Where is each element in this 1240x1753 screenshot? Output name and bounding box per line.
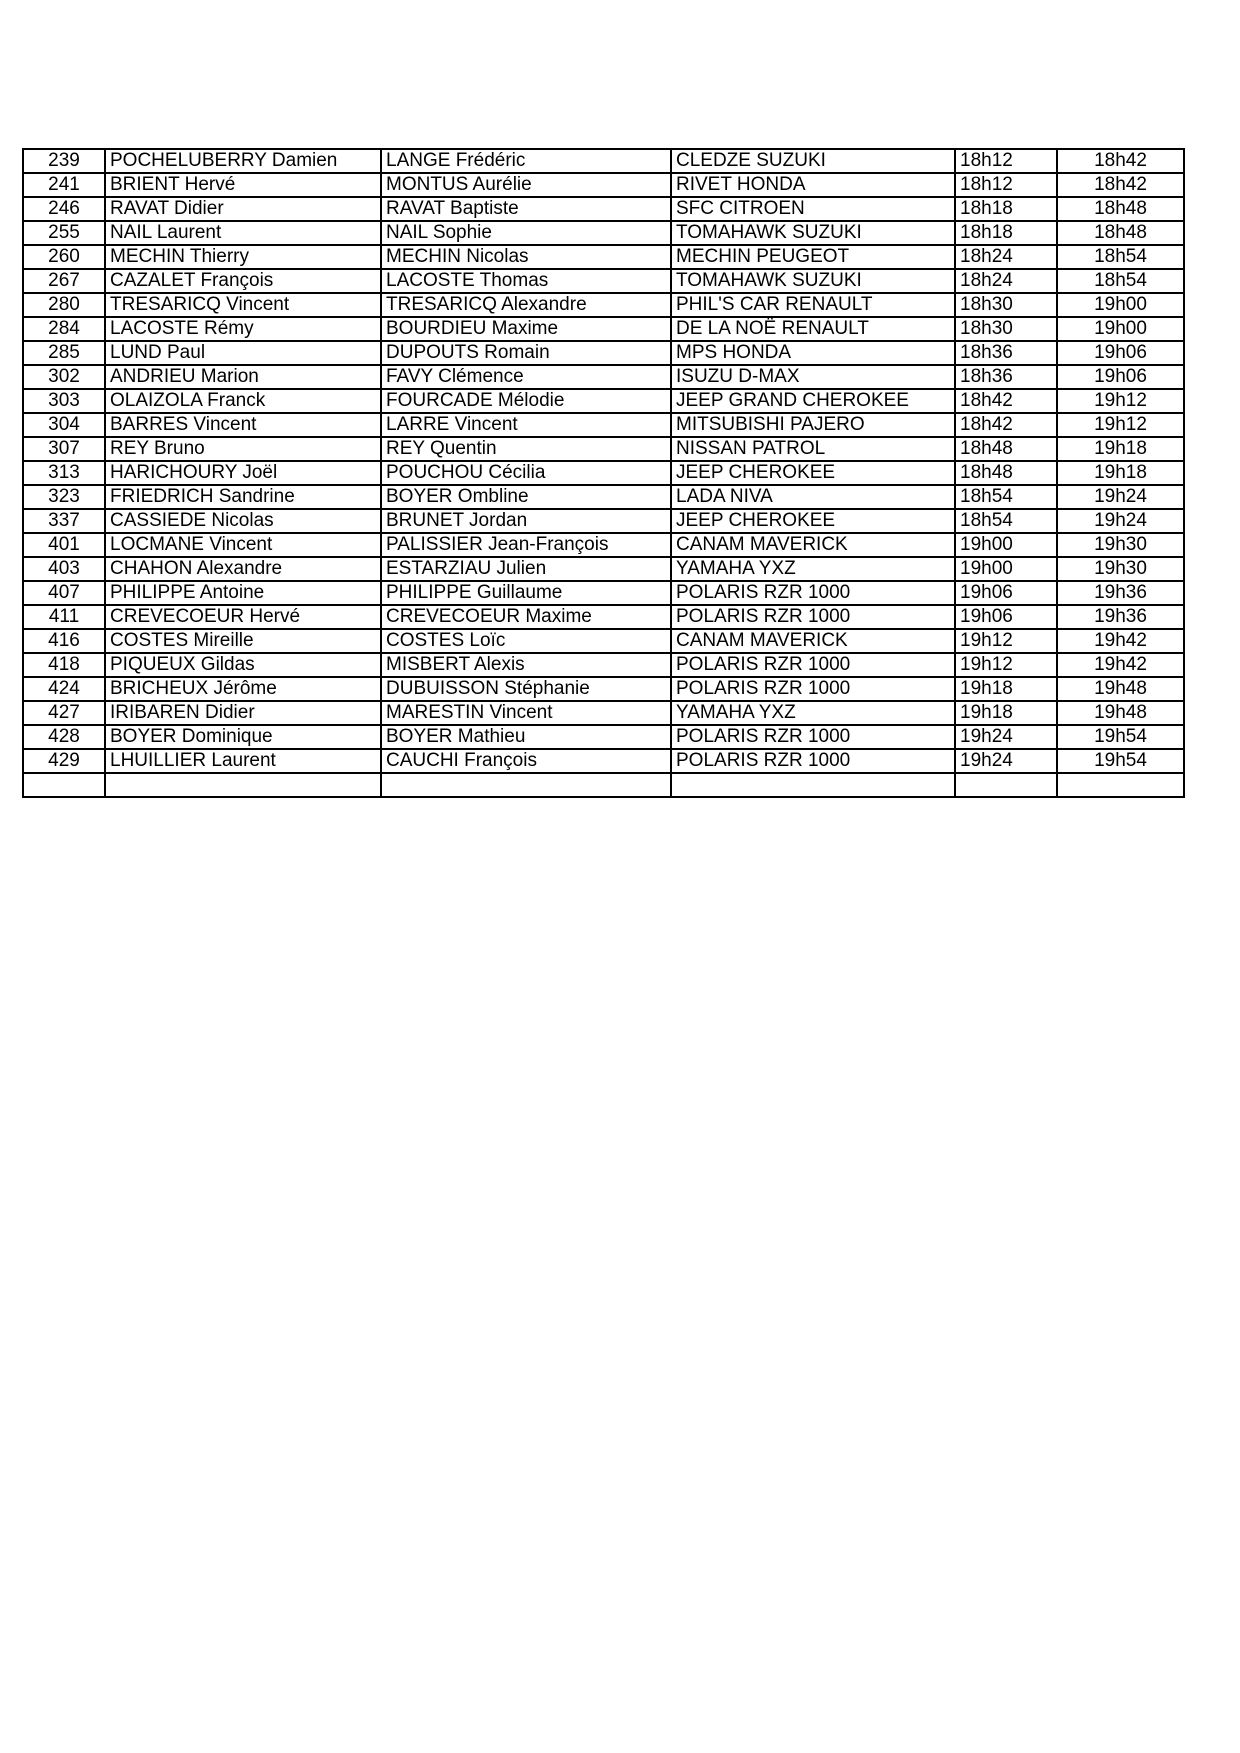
cell-time-start: 18h48 [955,461,1057,485]
cell-time-end: 19h42 [1057,653,1184,677]
cell-pilot: BARRES Vincent [105,413,381,437]
cell-vehicle: JEEP CHEROKEE [671,509,955,533]
cell-time-start: 19h24 [955,749,1057,773]
cell-vehicle: POLARIS RZR 1000 [671,605,955,629]
cell-vehicle: POLARIS RZR 1000 [671,677,955,701]
cell-time-end: 19h24 [1057,485,1184,509]
cell-time-start: 18h18 [955,197,1057,221]
schedule-table [22,148,1185,798]
cell-copilot: DUPOUTS Romain [381,341,671,365]
table-row [23,581,1184,605]
cell-pilot: ANDRIEU Marion [105,365,381,389]
cell-pilot: IRIBAREN Didier [105,701,381,725]
cell-copilot: BRUNET Jordan [381,509,671,533]
cell-number: 313 [23,461,105,485]
cell-time-end: 19h54 [1057,749,1184,773]
table-row [23,413,1184,437]
cell-time-end: 18h42 [1057,173,1184,197]
cell-time-start: 18h24 [955,245,1057,269]
cell-number: 427 [23,701,105,725]
cell-number: 255 [23,221,105,245]
cell-pilot: PHILIPPE Antoine [105,581,381,605]
cell-number: 303 [23,389,105,413]
cell-vehicle [671,773,955,797]
cell-pilot: OLAIZOLA Franck [105,389,381,413]
cell-time-start: 18h54 [955,485,1057,509]
cell-time-end: 19h12 [1057,413,1184,437]
cell-number: 411 [23,605,105,629]
cell-vehicle: TOMAHAWK SUZUKI [671,221,955,245]
cell-pilot: HARICHOURY Joël [105,461,381,485]
cell-time-end: 19h30 [1057,557,1184,581]
cell-pilot: REY Bruno [105,437,381,461]
cell-vehicle: JEEP GRAND CHEROKEE [671,389,955,413]
table-row [23,293,1184,317]
cell-vehicle: JEEP CHEROKEE [671,461,955,485]
cell-time-end: 19h06 [1057,341,1184,365]
cell-number: 304 [23,413,105,437]
cell-vehicle: CANAM MAVERICK [671,533,955,557]
cell-vehicle: MPS HONDA [671,341,955,365]
cell-copilot: POUCHOU Cécilia [381,461,671,485]
cell-time-start: 18h42 [955,389,1057,413]
cell-time-start: 18h48 [955,437,1057,461]
cell-vehicle: YAMAHA YXZ [671,701,955,725]
table-row [23,221,1184,245]
cell-copilot: RAVAT Baptiste [381,197,671,221]
schedule-table-body [23,149,1184,797]
cell-time-end: 19h00 [1057,317,1184,341]
cell-time-start: 18h54 [955,509,1057,533]
cell-vehicle: CANAM MAVERICK [671,629,955,653]
cell-vehicle: NISSAN PATROL [671,437,955,461]
cell-number: 302 [23,365,105,389]
cell-copilot: DUBUISSON Stéphanie [381,677,671,701]
cell-pilot: BRICHEUX Jérôme [105,677,381,701]
cell-copilot: MARESTIN Vincent [381,701,671,725]
cell-time-start: 19h06 [955,605,1057,629]
cell-number: 323 [23,485,105,509]
cell-pilot: CASSIEDE Nicolas [105,509,381,533]
cell-copilot: LANGE Frédéric [381,149,671,173]
table-row [23,317,1184,341]
table-row [23,749,1184,773]
table-row [23,197,1184,221]
cell-vehicle: DE LA NOË RENAULT [671,317,955,341]
cell-pilot: PIQUEUX Gildas [105,653,381,677]
cell-copilot: MONTUS Aurélie [381,173,671,197]
cell-time-end: 19h30 [1057,533,1184,557]
cell-number: 424 [23,677,105,701]
cell-copilot: MECHIN Nicolas [381,245,671,269]
cell-number: 246 [23,197,105,221]
cell-number: 260 [23,245,105,269]
table-row [23,173,1184,197]
cell-time-start: 18h18 [955,221,1057,245]
table-row [23,341,1184,365]
cell-vehicle: POLARIS RZR 1000 [671,749,955,773]
cell-time-end: 19h54 [1057,725,1184,749]
cell-number: 401 [23,533,105,557]
table-row [23,437,1184,461]
cell-vehicle: YAMAHA YXZ [671,557,955,581]
cell-copilot: FOURCADE Mélodie [381,389,671,413]
cell-number: 407 [23,581,105,605]
cell-time-start: 19h12 [955,653,1057,677]
cell-time-start: 19h00 [955,533,1057,557]
cell-copilot: BOYER Mathieu [381,725,671,749]
cell-time-start: 18h24 [955,269,1057,293]
cell-copilot: BOURDIEU Maxime [381,317,671,341]
cell-number: 429 [23,749,105,773]
cell-copilot: FAVY Clémence [381,365,671,389]
cell-copilot: NAIL Sophie [381,221,671,245]
cell-time-start: 18h12 [955,173,1057,197]
cell-vehicle: PHIL'S CAR RENAULT [671,293,955,317]
table-row [23,773,1184,797]
cell-time-end: 18h42 [1057,149,1184,173]
cell-pilot [105,773,381,797]
cell-time-end: 19h42 [1057,629,1184,653]
cell-pilot: FRIEDRICH Sandrine [105,485,381,509]
cell-vehicle: RIVET HONDA [671,173,955,197]
cell-time-start: 19h18 [955,677,1057,701]
cell-number: 428 [23,725,105,749]
cell-time-end: 19h48 [1057,677,1184,701]
cell-time-end: 18h54 [1057,269,1184,293]
cell-time-end [1057,773,1184,797]
table-row [23,653,1184,677]
cell-number: 403 [23,557,105,581]
cell-pilot: LACOSTE Rémy [105,317,381,341]
cell-time-start: 19h12 [955,629,1057,653]
cell-copilot: ESTARZIAU Julien [381,557,671,581]
cell-copilot: LARRE Vincent [381,413,671,437]
cell-pilot: CREVECOEUR Hervé [105,605,381,629]
cell-number: 337 [23,509,105,533]
cell-pilot: CAZALET François [105,269,381,293]
table-row [23,245,1184,269]
cell-copilot: BOYER Ombline [381,485,671,509]
cell-number: 267 [23,269,105,293]
cell-time-end: 18h48 [1057,221,1184,245]
cell-time-start: 18h30 [955,293,1057,317]
cell-pilot: NAIL Laurent [105,221,381,245]
cell-vehicle: ISUZU D-MAX [671,365,955,389]
cell-time-end: 19h24 [1057,509,1184,533]
cell-time-end: 19h36 [1057,605,1184,629]
table-row [23,461,1184,485]
cell-number: 307 [23,437,105,461]
cell-pilot: BOYER Dominique [105,725,381,749]
cell-time-end: 19h18 [1057,437,1184,461]
table-row [23,701,1184,725]
table-row [23,557,1184,581]
cell-vehicle: POLARIS RZR 1000 [671,653,955,677]
cell-time-start: 19h24 [955,725,1057,749]
cell-number: 285 [23,341,105,365]
cell-pilot: LHUILLIER Laurent [105,749,381,773]
cell-time-end: 19h18 [1057,461,1184,485]
cell-vehicle: POLARIS RZR 1000 [671,581,955,605]
cell-vehicle: LADA NIVA [671,485,955,509]
cell-vehicle: MITSUBISHI PAJERO [671,413,955,437]
cell-pilot: LUND Paul [105,341,381,365]
cell-time-start: 19h06 [955,581,1057,605]
cell-pilot: CHAHON Alexandre [105,557,381,581]
cell-copilot: CAUCHI François [381,749,671,773]
cell-copilot [381,773,671,797]
table-row [23,149,1184,173]
cell-copilot: TRESARICQ Alexandre [381,293,671,317]
table-row [23,389,1184,413]
cell-number: 284 [23,317,105,341]
cell-copilot: CREVECOEUR Maxime [381,605,671,629]
cell-time-end: 19h06 [1057,365,1184,389]
table-row [23,269,1184,293]
cell-pilot: TRESARICQ Vincent [105,293,381,317]
cell-pilot: BRIENT Hervé [105,173,381,197]
cell-time-start: 18h30 [955,317,1057,341]
cell-number: 239 [23,149,105,173]
cell-time-end: 19h36 [1057,581,1184,605]
table-row [23,725,1184,749]
cell-copilot: MISBERT Alexis [381,653,671,677]
cell-pilot: MECHIN Thierry [105,245,381,269]
cell-pilot: LOCMANE Vincent [105,533,381,557]
cell-time-start: 18h12 [955,149,1057,173]
cell-time-start: 18h42 [955,413,1057,437]
cell-time-end: 19h00 [1057,293,1184,317]
cell-vehicle: TOMAHAWK SUZUKI [671,269,955,293]
cell-number: 418 [23,653,105,677]
cell-time-end: 18h48 [1057,197,1184,221]
table-row [23,533,1184,557]
cell-pilot: RAVAT Didier [105,197,381,221]
cell-pilot: POCHELUBERRY Damien [105,149,381,173]
table-row [23,629,1184,653]
cell-number: 241 [23,173,105,197]
cell-time-start: 18h36 [955,365,1057,389]
cell-copilot: PALISSIER Jean-François [381,533,671,557]
cell-time-end: 18h54 [1057,245,1184,269]
cell-vehicle: POLARIS RZR 1000 [671,725,955,749]
table-row [23,485,1184,509]
cell-vehicle: SFC CITROEN [671,197,955,221]
cell-time-start: 19h18 [955,701,1057,725]
table-row [23,677,1184,701]
cell-vehicle: MECHIN PEUGEOT [671,245,955,269]
cell-number: 416 [23,629,105,653]
cell-time-end: 19h48 [1057,701,1184,725]
table-row [23,509,1184,533]
cell-copilot: COSTES Loïc [381,629,671,653]
cell-time-end: 19h12 [1057,389,1184,413]
table-row [23,365,1184,389]
cell-number: 280 [23,293,105,317]
cell-copilot: LACOSTE Thomas [381,269,671,293]
cell-vehicle: CLEDZE SUZUKI [671,149,955,173]
cell-number [23,773,105,797]
cell-pilot: COSTES Mireille [105,629,381,653]
table-row [23,605,1184,629]
cell-time-start: 19h00 [955,557,1057,581]
cell-time-start: 18h36 [955,341,1057,365]
cell-copilot: PHILIPPE Guillaume [381,581,671,605]
cell-copilot: REY Quentin [381,437,671,461]
cell-time-start [955,773,1057,797]
